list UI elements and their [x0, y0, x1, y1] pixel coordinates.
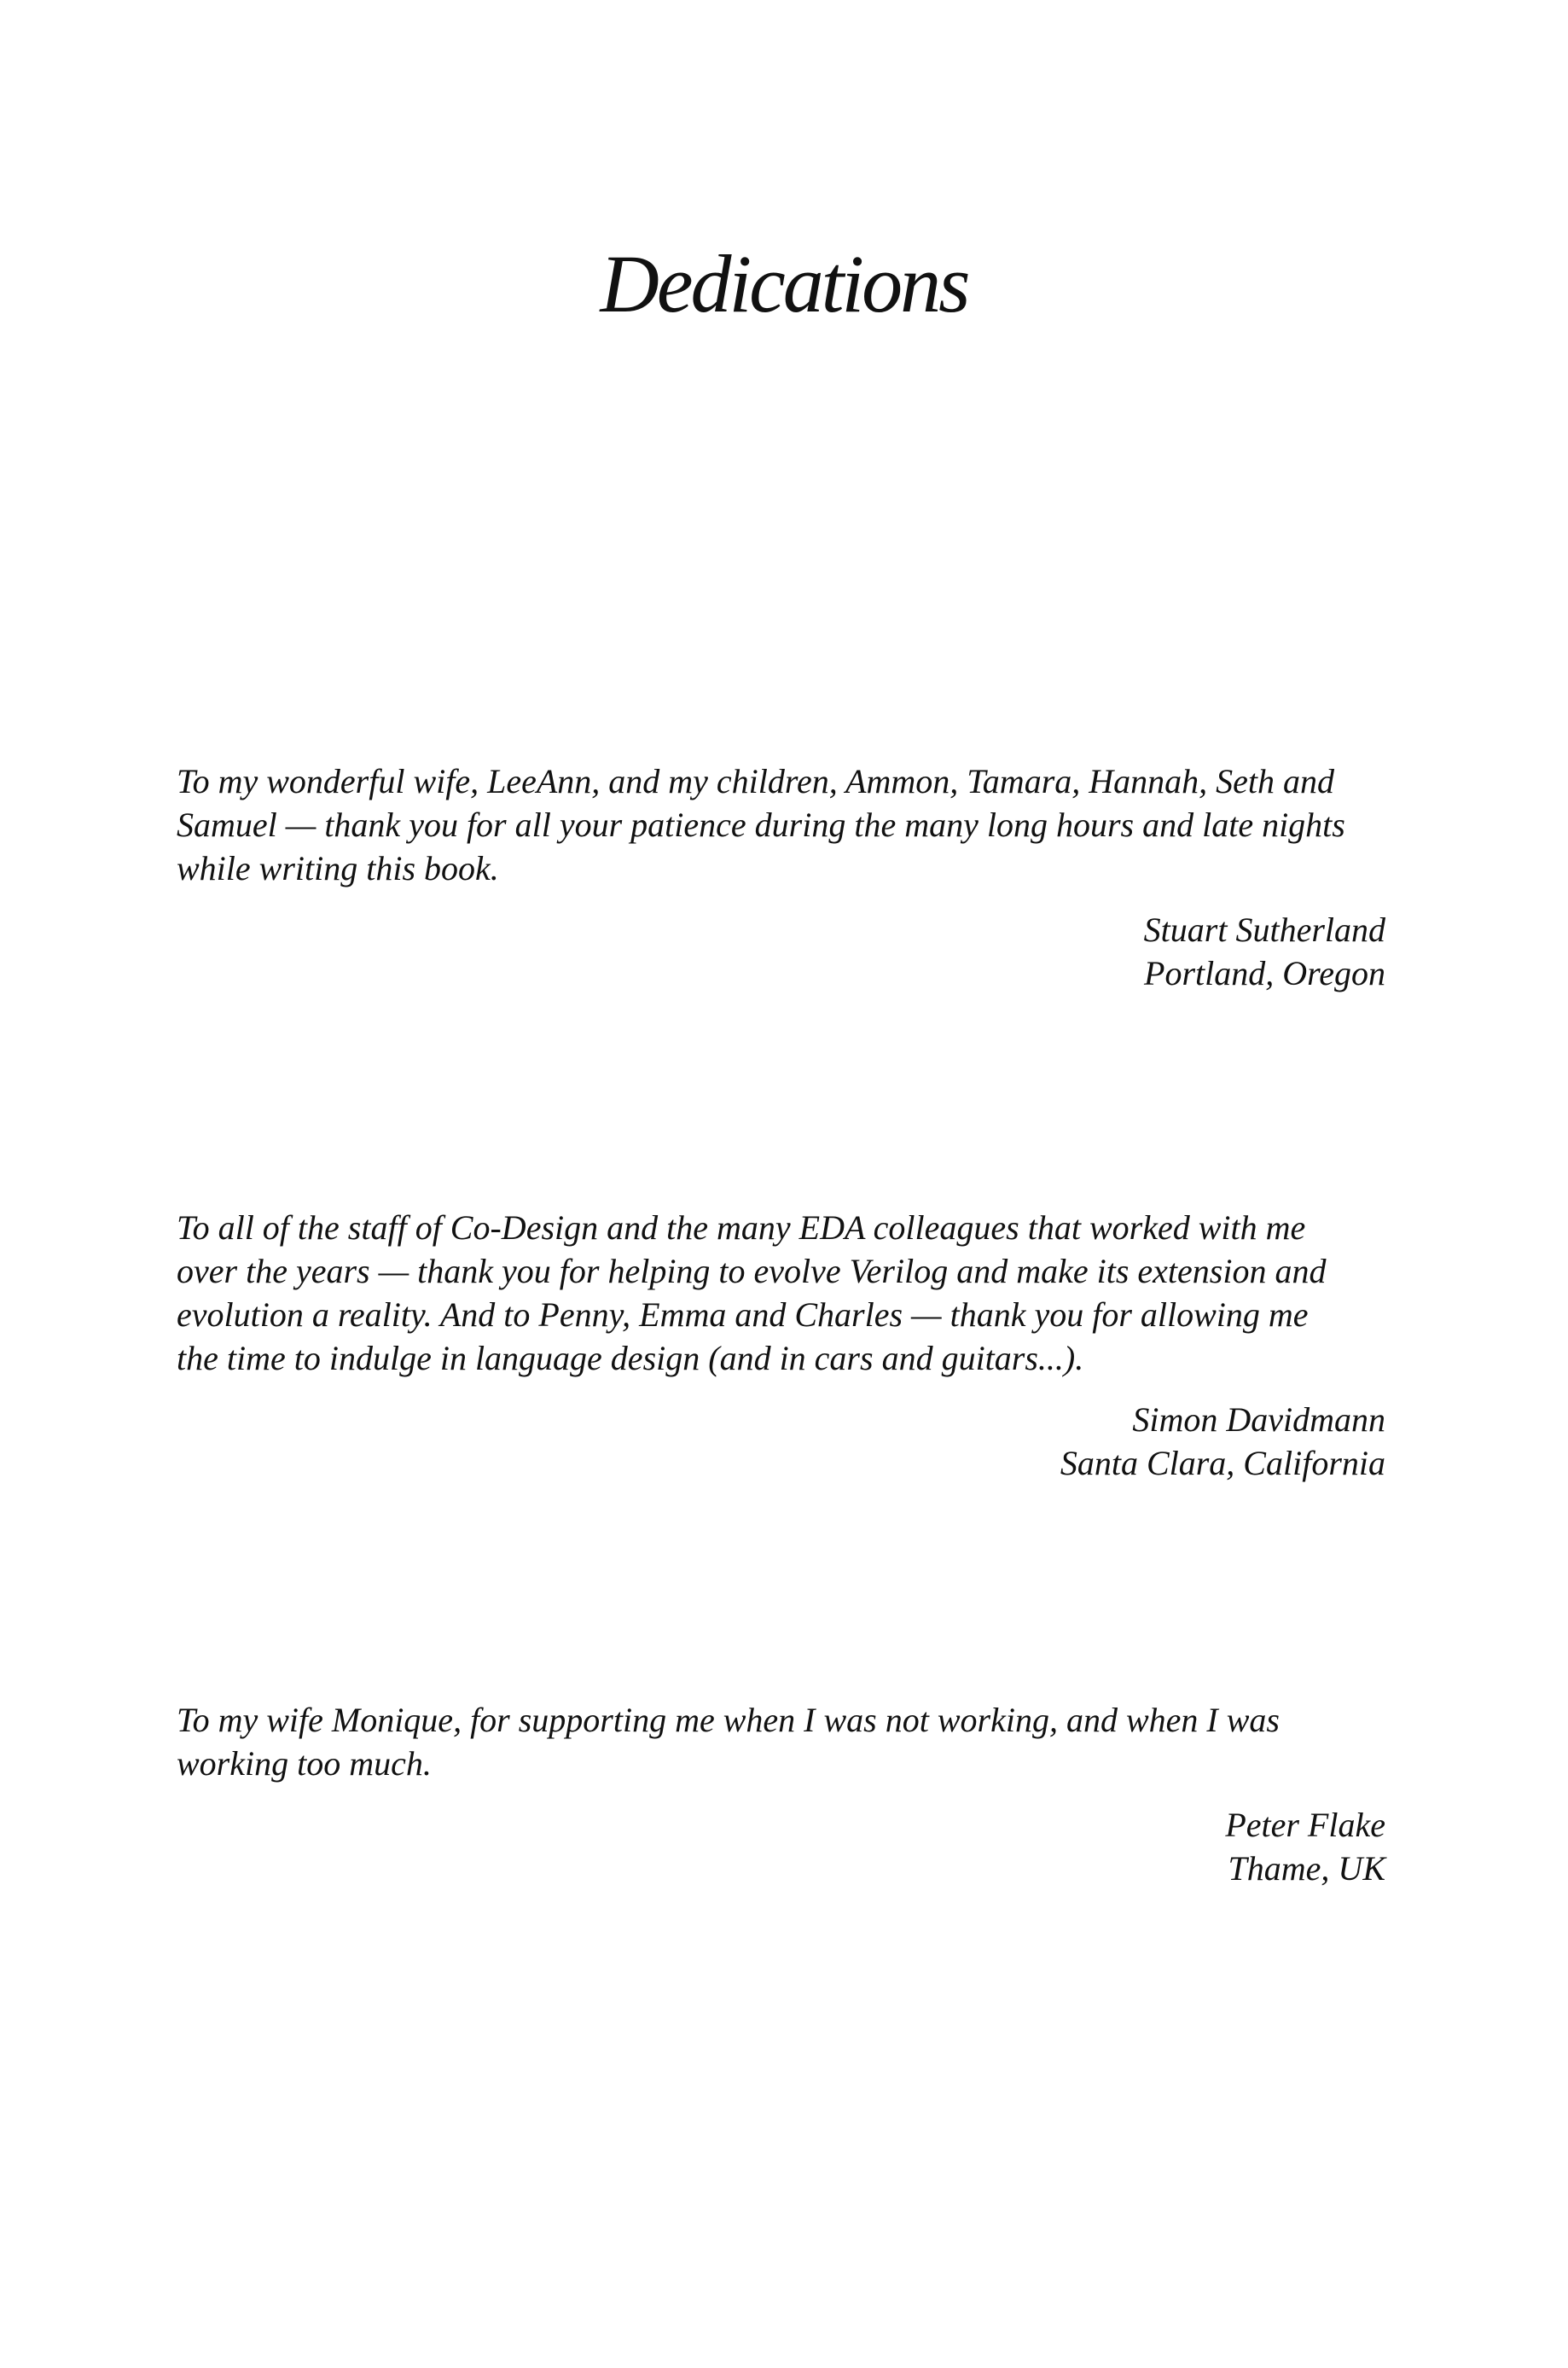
dedication-sutherland	[177, 759, 1388, 995]
dedication-text	[177, 1698, 1388, 1785]
dedication-flake	[177, 1698, 1388, 1890]
author-name: Peter Flake	[1225, 1806, 1385, 1844]
dedication-line: To my wonderful wife, LeeAnn, and my children, Ammon, Tamara, Hannah, Seth and	[177, 762, 1335, 800]
dedication-line: while writing this book.	[177, 849, 499, 887]
dedication-line: To all of the staff of Co-Design and the many EDA colleagues that worked with me	[177, 1208, 1306, 1247]
dedication-davidmann	[177, 1206, 1388, 1485]
author-location: Portland, Oregon	[1144, 954, 1385, 992]
dedication-line: To my wife Monique, for supporting me when I was not working, and when I was	[177, 1701, 1280, 1739]
signature-block	[177, 1803, 1388, 1890]
dedication-text	[177, 1206, 1388, 1380]
dedication-line: working too much.	[177, 1744, 432, 1783]
signature-block	[177, 908, 1388, 995]
author-name: Simon Davidmann	[1132, 1400, 1385, 1439]
dedication-line: evolution a reality. And to Penny, Emma and Charles — thank you for allowing me	[177, 1295, 1309, 1334]
dedication-line: over the years — thank you for helping to evolve Verilog and make its extension and	[177, 1252, 1327, 1290]
author-name: Stuart Sutherland	[1143, 911, 1385, 949]
dedication-text	[177, 759, 1388, 890]
dedication-line: the time to indulge in language design (and in cars and guitars...).	[177, 1339, 1084, 1377]
author-location: Thame, UK	[1228, 1849, 1385, 1888]
page-title: Dedications	[600, 238, 968, 329]
dedication-line: Samuel — thank you for all your patience during the many long hours and late nights	[177, 806, 1345, 844]
author-location: Santa Clara, California	[1060, 1444, 1385, 1482]
signature-block	[177, 1398, 1388, 1485]
